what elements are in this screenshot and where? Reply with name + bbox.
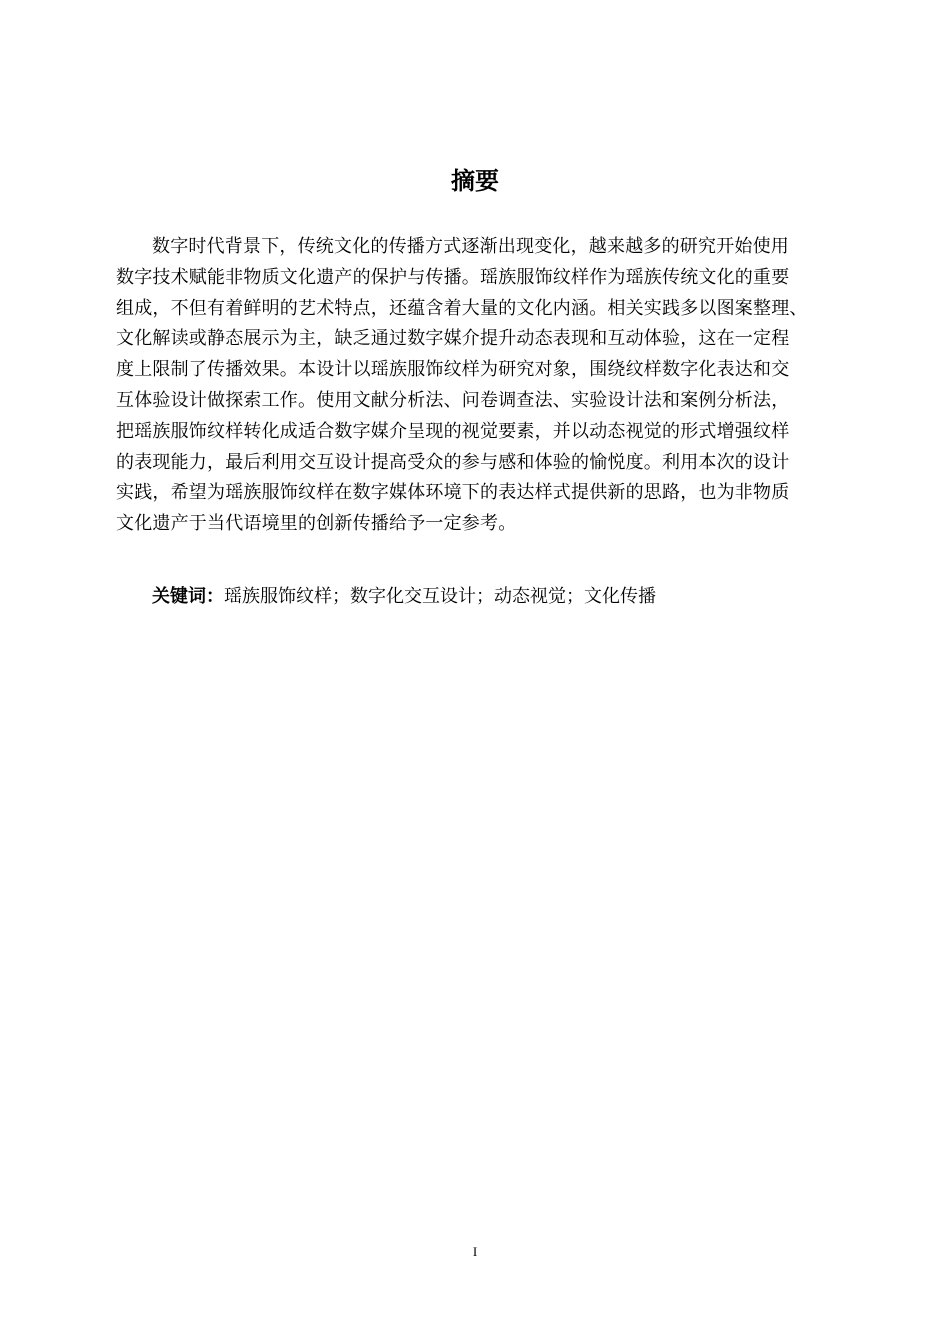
abstract-line: 互体验设计做探索工作。使用文献分析法、问卷调查法、实验设计法和案例分析法，	[116, 389, 790, 411]
abstract-body	[116, 232, 836, 540]
abstract-line: 把瑶族服饰纹样转化成适合数字媒介呈现的视觉要素，并以动态视觉的形式增强纹样	[116, 420, 790, 442]
page-number: I	[472, 1244, 478, 1259]
abstract-line: 实践，希望为瑶族服饰纹样在数字媒体环境下的表达样式提供新的思路，也为非物质	[116, 482, 790, 504]
abstract-line: 的表现能力，最后利用交互设计提高受众的参与感和体验的愉悦度。利用本次的设计	[116, 451, 790, 473]
abstract-line: 文化遗产于当代语境里的创新传播给予一定参考。	[116, 513, 517, 535]
keywords-line	[152, 582, 656, 612]
abstract-title: 摘要	[451, 167, 499, 195]
abstract-line: 数字技术赋能非物质文化遗产的保护与传播。瑶族服饰纹样作为瑶族传统文化的重要	[116, 266, 790, 288]
abstract-line: 文化解读或静态展示为主，缺乏通过数字媒介提升动态表现和互动体验，这在一定程	[116, 328, 790, 350]
abstract-line: 度上限制了传播效果。本设计以瑶族服饰纹样为研究对象，围绕纹样数字化表达和交	[116, 359, 790, 381]
abstract-line: 组成，不但有着鲜明的艺术特点，还蕴含着大量的文化内涵。相关实践多以图案整理、	[116, 297, 808, 319]
abstract-line: 数字时代背景下，传统文化的传播方式逐渐出现变化，越来越多的研究开始使用	[152, 236, 789, 257]
keywords-label: 关键词：	[152, 586, 224, 607]
keywords-text: 瑶族服饰纹样；数字化交互设计；动态视觉；文化传播	[224, 586, 656, 607]
